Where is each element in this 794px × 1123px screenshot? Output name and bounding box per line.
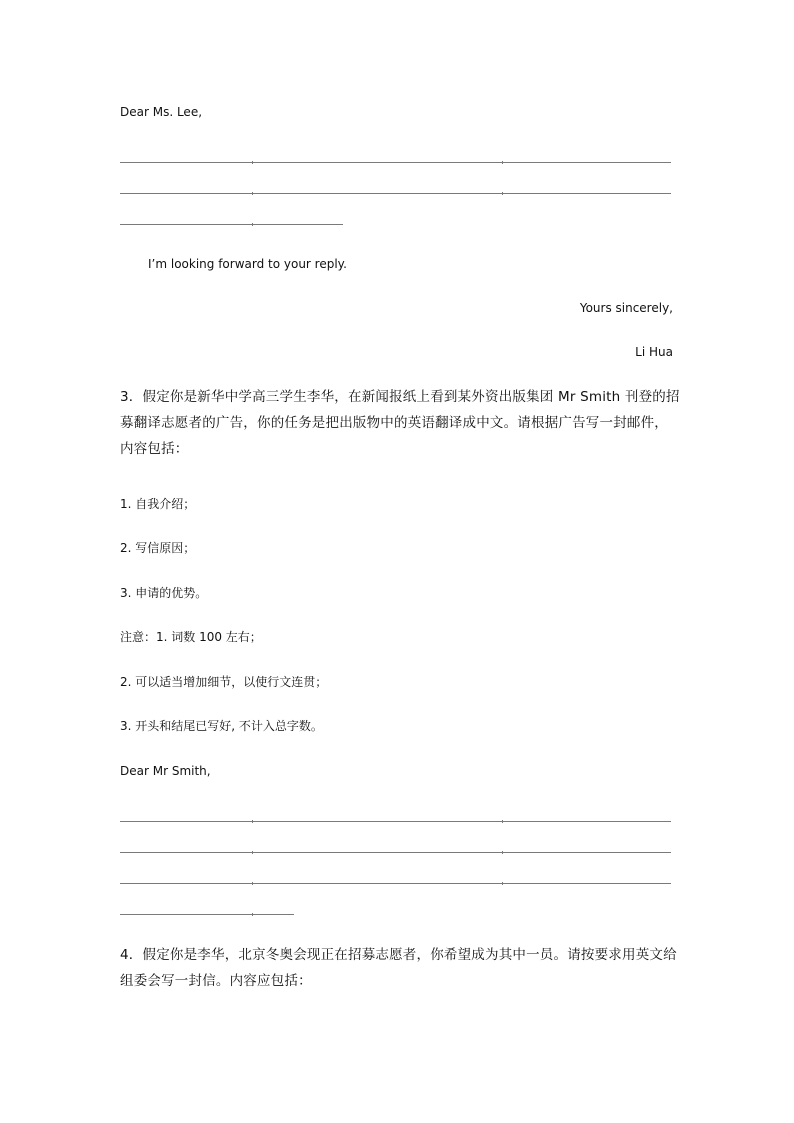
question-3-item-1: 1. 自我介绍； bbox=[120, 497, 196, 511]
question-3-note-2: 2. 可以适当增加细节，以使行文连贯； bbox=[120, 675, 328, 689]
writing-line[interactable] bbox=[120, 852, 671, 853]
letter1-salutation: Dear Ms. Lee, bbox=[120, 105, 203, 119]
letter1-sign-off: Yours sincerely, bbox=[579, 301, 673, 315]
letter1-signature: Li Hua bbox=[635, 345, 673, 359]
question-3-item-2: 2. 写信原因； bbox=[120, 541, 196, 555]
writing-line[interactable] bbox=[120, 883, 671, 884]
question-4-prompt: 4．假定你是李华，北京冬奥会现正在招募志愿者，你希望成为其中一员。请按要求用英文给组委会写一封信。内容应包括： bbox=[120, 947, 677, 989]
writing-line[interactable] bbox=[120, 224, 343, 225]
question-3-note-1: 注意：1. 词数 100 左右； bbox=[120, 630, 262, 644]
question-3-item-3: 3. 申请的优势。 bbox=[120, 586, 208, 600]
writing-line[interactable] bbox=[120, 821, 671, 822]
writing-line[interactable] bbox=[120, 162, 671, 163]
writing-line[interactable] bbox=[120, 193, 671, 194]
question-3-note-3: 3. 开头和结尾已写好, 不计入总字数。 bbox=[120, 719, 323, 733]
letter1-closing-line: I’m looking forward to your reply. bbox=[148, 257, 347, 271]
question-3-prompt: 3．假定你是新华中学高三学生李华，在新闻报纸上看到某外资出版集团 Mr Smith 刊登的招募翻译志愿者的广告，你的任务是把出版物中的英语翻译成中文。请根据广告写一封邮件，内容包括： bbox=[120, 389, 680, 457]
writing-line[interactable] bbox=[120, 914, 294, 915]
question-3-salutation: Dear Mr Smith, bbox=[120, 764, 211, 778]
